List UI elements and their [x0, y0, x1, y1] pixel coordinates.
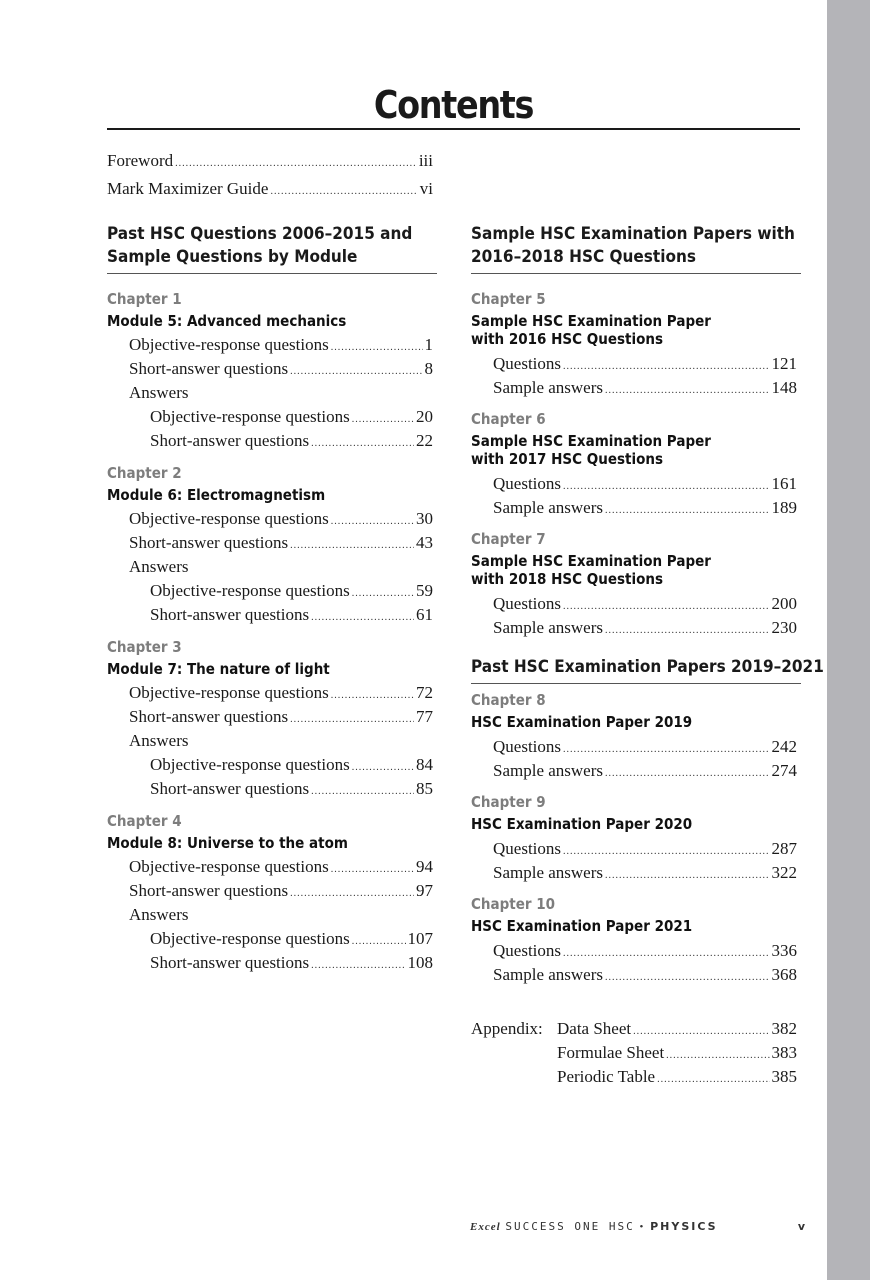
leader-dots	[311, 433, 414, 455]
entry-label: Short-answer questions	[129, 533, 289, 552]
entry-label: Sample answers	[493, 761, 604, 780]
footer-subject: PHYSICS	[650, 1220, 718, 1233]
toc-entry-foreword[interactable]	[107, 150, 433, 172]
entry-page: 322	[771, 863, 797, 882]
entry-label: Questions	[493, 941, 561, 960]
section-heading-past-hsc-by-module	[107, 223, 412, 269]
toc-entry-sample-answers[interactable]	[493, 964, 797, 986]
toc-entry-short-answer[interactable]	[129, 706, 433, 728]
toc-entry-answers-short-answer[interactable]	[150, 604, 433, 626]
leader-dots	[352, 409, 414, 431]
leader-dots	[605, 620, 769, 642]
leader-dots	[331, 337, 423, 359]
page-footer	[470, 1220, 805, 1233]
entry-label: Sample answers	[493, 863, 604, 882]
paper-title: with 2016 HSC Questions	[471, 330, 664, 348]
entry-page: 148	[771, 378, 797, 397]
entry-page: iii	[418, 151, 433, 170]
entry-label: Objective-response questions	[150, 929, 350, 948]
leader-dots	[605, 500, 769, 522]
entry-page: 200	[771, 594, 797, 613]
leader-dots	[352, 931, 406, 953]
entry-page: 72	[416, 683, 433, 702]
toc-entry-sample-answers[interactable]	[493, 862, 797, 884]
heading-line: Sample Questions by Module	[107, 247, 358, 267]
toc-entry-mark-maximizer[interactable]	[107, 178, 433, 200]
chapter-label: Chapter 6	[471, 410, 546, 428]
entry-page: 385	[771, 1067, 797, 1086]
toc-entry-questions[interactable]	[493, 473, 797, 495]
entry-page: 22	[416, 431, 433, 450]
entry-label: Sample answers	[493, 498, 604, 517]
entry-page: 108	[407, 953, 433, 972]
entry-page: 94	[416, 857, 433, 876]
toc-entry-sample-answers[interactable]	[493, 760, 797, 782]
chapter-label: Chapter 1	[107, 290, 182, 308]
module-title: Module 6: Electromagnetism	[107, 486, 326, 504]
entry-label: Data Sheet	[557, 1019, 632, 1038]
entry-label: Sample answers	[493, 618, 604, 637]
paper-title: HSC Examination Paper 2020	[471, 815, 693, 833]
entry-page: 274	[771, 761, 797, 780]
leader-dots	[290, 883, 414, 905]
entry-label: Objective-response questions	[150, 581, 350, 600]
leader-dots	[270, 181, 417, 203]
leader-dots	[311, 955, 405, 977]
title-rule	[107, 128, 800, 130]
entry-label: Objective-response questions	[150, 407, 350, 426]
module-title: Module 5: Advanced mechanics	[107, 312, 347, 330]
entry-label: Formulae Sheet	[557, 1043, 665, 1062]
leader-dots	[563, 596, 770, 618]
entry-label: Sample answers	[493, 378, 604, 397]
appendix-label: Appendix:	[471, 1019, 543, 1038]
leader-dots	[605, 865, 769, 887]
entry-label: Short-answer questions	[150, 779, 310, 798]
entry-page: 8	[424, 359, 433, 378]
entry-label: Short-answer questions	[150, 431, 310, 450]
entry-label: Short-answer questions	[129, 359, 289, 378]
leader-dots	[311, 781, 414, 803]
entry-page: 161	[771, 474, 797, 493]
entry-label: Objective-response questions	[129, 857, 329, 876]
toc-entry-sample-answers[interactable]	[493, 617, 797, 639]
entry-page: 97	[416, 881, 433, 900]
footer-brand: Excel	[470, 1221, 501, 1233]
entry-label: Questions	[493, 737, 561, 756]
entry-label: Objective-response questions	[129, 683, 329, 702]
leader-dots	[605, 380, 769, 402]
toc-entry-objective-response[interactable]	[129, 682, 433, 704]
leader-dots	[290, 361, 422, 383]
leader-dots	[605, 763, 769, 785]
footer-bullet: •	[639, 1221, 646, 1233]
entry-label: Questions	[493, 594, 561, 613]
entry-page: 30	[416, 509, 433, 528]
toc-entry-short-answer[interactable]	[129, 532, 433, 554]
chapter-label: Chapter 7	[471, 530, 546, 548]
module-title: Module 8: Universe to the atom	[107, 834, 348, 852]
footer-series: SUCCESS ONE HSC	[505, 1220, 635, 1233]
chapter-label: Chapter 2	[107, 464, 182, 482]
entry-label: Short-answer questions	[129, 707, 289, 726]
paper-title: with 2017 HSC Questions	[471, 450, 664, 468]
section-rule	[471, 273, 801, 274]
paper-title: Sample HSC Examination Paper	[471, 552, 711, 570]
entry-page: 77	[416, 707, 433, 726]
answers-label: Answers	[129, 731, 189, 750]
toc-entry-questions[interactable]	[493, 838, 797, 860]
entry-page: 382	[771, 1019, 797, 1038]
heading-line: Past HSC Questions 2006–2015 and	[107, 224, 413, 244]
footer-page-number: v	[797, 1220, 805, 1233]
leader-dots	[563, 356, 770, 378]
paper-title: Sample HSC Examination Paper	[471, 312, 711, 330]
leader-dots	[352, 583, 414, 605]
entry-label: Periodic Table	[557, 1067, 656, 1086]
entry-page: 287	[771, 839, 797, 858]
toc-entry-objective-response[interactable]	[129, 508, 433, 530]
entry-page: 59	[416, 581, 433, 600]
entry-page: 84	[416, 755, 433, 774]
section-rule	[471, 683, 801, 684]
entry-page: vi	[419, 179, 433, 198]
toc-entry-objective-response[interactable]	[129, 856, 433, 878]
leader-dots	[175, 153, 417, 175]
toc-entry-appendix[interactable]	[557, 1042, 797, 1064]
entry-label: Foreword	[107, 151, 174, 170]
leader-dots	[290, 535, 414, 557]
entry-label: Questions	[493, 354, 561, 373]
leader-dots	[311, 607, 414, 629]
toc-entry-objective-response[interactable]	[129, 334, 433, 356]
entry-label: Short-answer questions	[150, 605, 310, 624]
answers-label: Answers	[129, 557, 189, 576]
chapter-label: Chapter 9	[471, 793, 546, 811]
heading-line: 2016–2018 HSC Questions	[471, 247, 696, 267]
entry-label: Short-answer questions	[150, 953, 310, 972]
leader-dots	[331, 685, 414, 707]
toc-entry-answers-objective-response[interactable]	[150, 928, 433, 950]
entry-label: Objective-response questions	[129, 509, 329, 528]
chapter-label: Chapter 5	[471, 290, 546, 308]
toc-entry-questions[interactable]	[493, 593, 797, 615]
chapter-label: Chapter 10	[471, 895, 556, 913]
entry-page: 368	[771, 965, 797, 984]
entry-label: Sample answers	[493, 965, 604, 984]
toc-entry-appendix[interactable]	[557, 1018, 797, 1040]
page-edge-band	[827, 0, 870, 1280]
toc-entry-questions[interactable]	[493, 353, 797, 375]
entry-page: 230	[771, 618, 797, 637]
toc-entry-answers-short-answer[interactable]	[150, 430, 433, 452]
module-title: Module 7: The nature of light	[107, 660, 330, 678]
toc-entry-appendix[interactable]	[557, 1066, 797, 1088]
entry-page: 43	[416, 533, 433, 552]
chapter-label: Chapter 8	[471, 691, 546, 709]
chapter-label: Chapter 3	[107, 638, 182, 656]
leader-dots	[666, 1045, 769, 1067]
chapter-label: Chapter 4	[107, 812, 182, 830]
section-heading-sample-papers	[471, 223, 795, 269]
toc-entry-short-answer[interactable]	[129, 880, 433, 902]
toc-entry-answers-short-answer[interactable]	[150, 952, 433, 974]
paper-title: HSC Examination Paper 2019	[471, 713, 693, 731]
leader-dots	[563, 841, 770, 863]
entry-page: 107	[407, 929, 433, 948]
toc-entry-questions[interactable]	[493, 736, 797, 758]
answers-label: Answers	[129, 905, 189, 924]
entry-page: 189	[771, 498, 797, 517]
leader-dots	[563, 739, 770, 761]
page-title: Contents	[373, 83, 534, 127]
leader-dots	[290, 709, 414, 731]
leader-dots	[563, 476, 770, 498]
toc-entry-sample-answers[interactable]	[493, 497, 797, 519]
entry-label: Mark Maximizer Guide	[107, 179, 269, 198]
entry-label: Questions	[493, 474, 561, 493]
paper-title: HSC Examination Paper 2021	[471, 917, 693, 935]
leader-dots	[633, 1021, 769, 1043]
leader-dots	[331, 511, 414, 533]
entry-label: Questions	[493, 839, 561, 858]
entry-label: Short-answer questions	[129, 881, 289, 900]
entry-label: Objective-response questions	[129, 335, 329, 354]
answers-label: Answers	[129, 383, 189, 402]
paper-title: Sample HSC Examination Paper	[471, 432, 711, 450]
toc-entry-answers-objective-response[interactable]	[150, 406, 433, 428]
leader-dots	[352, 757, 414, 779]
entry-page: 336	[771, 941, 797, 960]
leader-dots	[331, 859, 414, 881]
entry-page: 61	[416, 605, 433, 624]
entry-page: 85	[416, 779, 433, 798]
leader-dots	[657, 1069, 769, 1091]
toc-entry-short-answer[interactable]	[129, 358, 433, 380]
paper-title: with 2018 HSC Questions	[471, 570, 664, 588]
toc-entry-answers-objective-response[interactable]	[150, 754, 433, 776]
heading-line: Sample HSC Examination Papers with	[471, 224, 795, 244]
entry-label: Objective-response questions	[150, 755, 350, 774]
entry-page: 121	[771, 354, 797, 373]
section-heading-past-papers: Past HSC Examination Papers 2019–2021	[471, 657, 824, 677]
toc-entry-answers-short-answer[interactable]	[150, 778, 433, 800]
entry-page: 1	[424, 335, 433, 354]
entry-page: 20	[416, 407, 433, 426]
leader-dots	[605, 967, 769, 989]
section-rule	[107, 273, 437, 274]
toc-entry-sample-answers[interactable]	[493, 377, 797, 399]
entry-page: 242	[771, 737, 797, 756]
leader-dots	[563, 943, 770, 965]
entry-page: 383	[771, 1043, 797, 1062]
toc-entry-answers-objective-response[interactable]	[150, 580, 433, 602]
toc-entry-questions[interactable]	[493, 940, 797, 962]
